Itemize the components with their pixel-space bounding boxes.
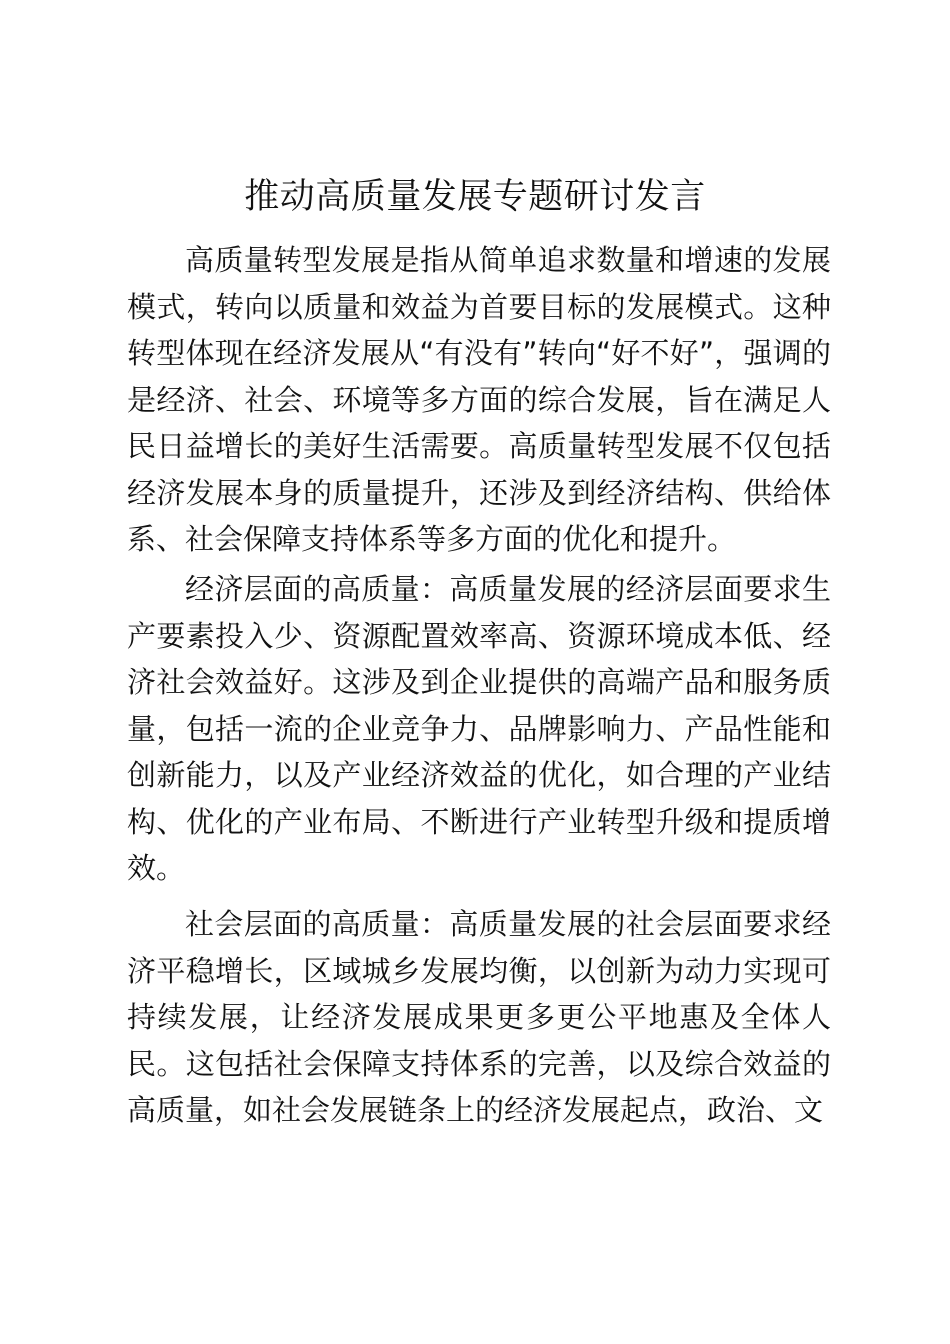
document-title: 推动高质量发展专题研讨发言 [244,177,706,217]
paragraph-social: 社会层面的高质量：高质量发展的社会层面要求经济平稳增长，区域城乡发展均衡，以创新为动力实现可持续发展，让经济发展成果更多更公平地惠及全体人民。这包括社会保障支持体系的完善，以及综合效益的高质量，如社会发展链条上的经济发展起点，政治、文 [127,907,831,1127]
paragraph-intro: 高质量转型发展是指从简单追求数量和增速的发展模式，转向以质量和效益为首要目标的发展模式。这种转型体现在经济发展从“有没有”转向“好不好”，强调的是经济、社会、环境等多方面的综合发展，旨在满足人民日益增长的美好生活需要。高质量转型发展不仅包括经济发展本身的质量提升，还涉及到经济结构、供给体系、社会保障支持体系等多方面的优化和提升。 [127,243,831,556]
paragraph-economic: 经济层面的高质量：高质量发展的经济层面要求生产要素投入少、资源配置效率高、资源环境成本低、经济社会效益好。这涉及到企业提供的高端产品和服务质量，包括一流的企业竞争力、品牌影响力、产品性能和创新能力，以及产业经济效益的优化，如合理的产业结构、优化的产业布局、不断进行产业转型升级和提质增效。 [127,572,831,885]
